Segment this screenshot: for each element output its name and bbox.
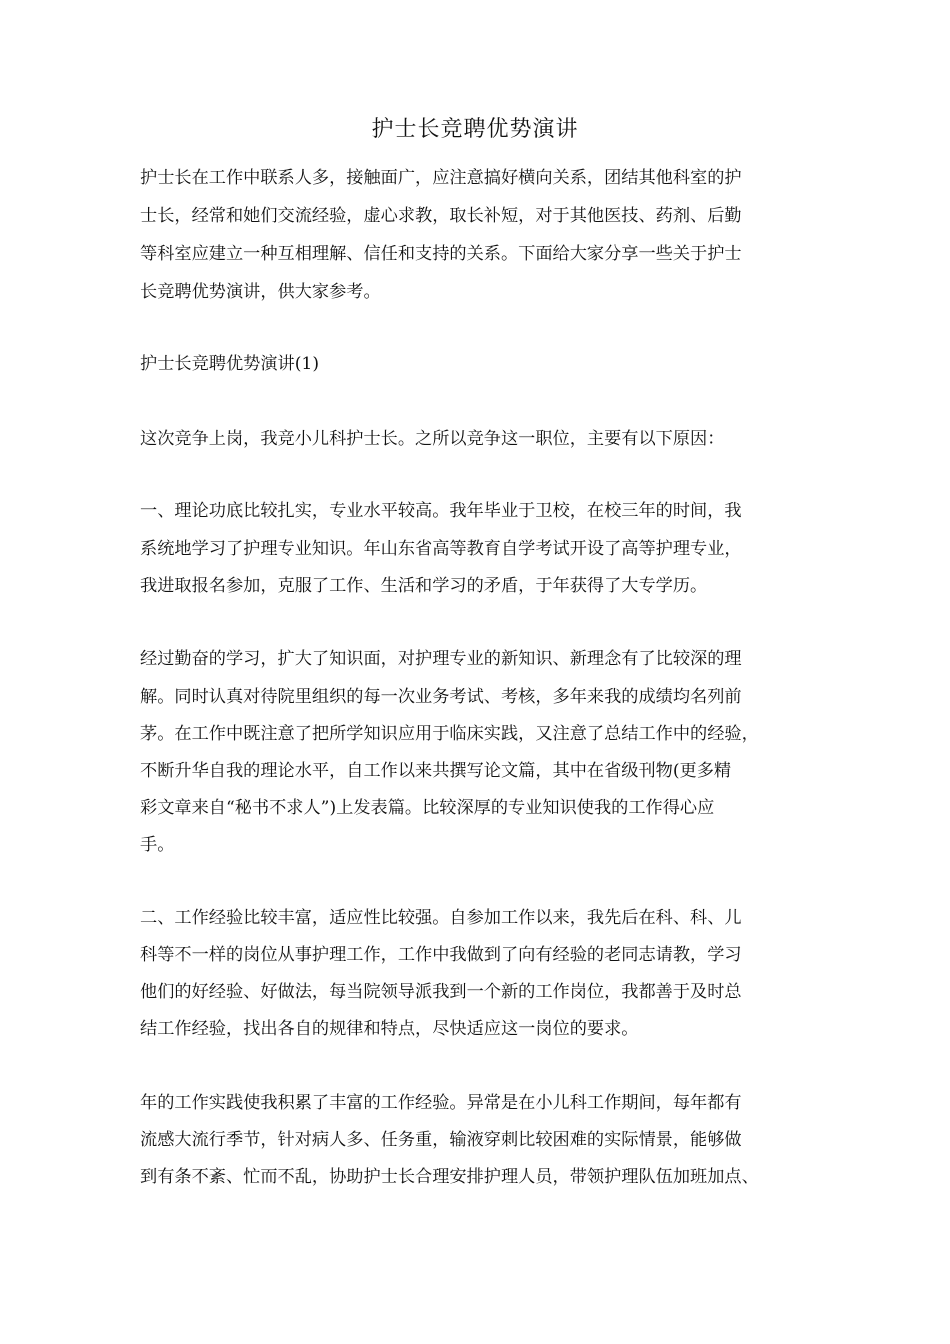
text-line: 科等不一样的岗位从事护理工作，工作中我做到了向有经验的老同志请教，学习 <box>140 945 742 965</box>
text-line: 等科室应建立一种互相理解、信任和支持的关系。下面给大家分享一些关于护士 <box>140 244 742 264</box>
text-line: 他们的好经验、好做法，每当院领导派我到一个新的工作岗位，我都善于及时总 <box>140 982 742 1002</box>
text-line: 二、工作经验比较丰富，适应性比较强。自参加工作以来，我先后在科、科、儿 <box>140 908 742 928</box>
text-line: 流感大流行季节，针对病人多、任务重，输液穿刺比较困难的实际情景，能够做 <box>140 1130 742 1150</box>
text-line: 长竞聘优势演讲，供大家参考。 <box>140 282 381 302</box>
text-line: 不断升华自我的理论水平，自工作以来共撰写论文篇，其中在省级刊物(更多精 <box>140 761 732 781</box>
text-line: 茅。在工作中既注意了把所学知识应用于临床实践，又注意了总结工作中的经验， <box>140 724 759 744</box>
text-line: 护士长在工作中联系人多，接触面广，应注意搞好横向关系，团结其他科室的护 <box>140 168 742 188</box>
text-line: 年的工作实践使我积累了丰富的工作经验。异常是在小儿科工作期间，每年都有 <box>140 1093 742 1113</box>
text-line: 彩文章来自“秘书不求人”)上发表篇。比较深厚的专业知识使我的工作得心应 <box>140 798 715 818</box>
text-line: 手。 <box>140 835 175 855</box>
section-heading: 护士长竞聘优势演讲(1) <box>140 354 320 374</box>
text-line: 我进取报名参加，克服了工作、生活和学习的矛盾，于年获得了大专学历。 <box>140 576 708 596</box>
text-line: 解。同时认真对待院里组织的每一次业务考试、考核，多年来我的成绩均名列前 <box>140 687 742 707</box>
text-line: 到有条不紊、忙而不乱，协助护士长合理安排护理人员，带领护理队伍加班加点、 <box>140 1167 759 1187</box>
text-line: 经过勤奋的学习，扩大了知识面，对护理专业的新知识、新理念有了比较深的理 <box>140 649 742 669</box>
text-line: 结工作经验，找出各自的规律和特点，尽快适应这一岗位的要求。 <box>140 1019 639 1039</box>
text-line: 这次竞争上岗，我竞小儿科护士长。之所以竞争这一职位，主要有以下原因： <box>140 429 725 449</box>
text-line: 士长，经常和她们交流经验，虚心求教，取长补短，对于其他医技、药剂、后勤 <box>140 206 742 226</box>
text-line: 系统地学习了护理专业知识。年山东省高等教育自学考试开设了高等护理专业， <box>140 539 742 559</box>
document-title: 护士长竞聘优势演讲 <box>371 117 579 142</box>
text-line: 一、理论功底比较扎实，专业水平较高。我年毕业于卫校，在校三年的时间，我 <box>140 501 742 521</box>
